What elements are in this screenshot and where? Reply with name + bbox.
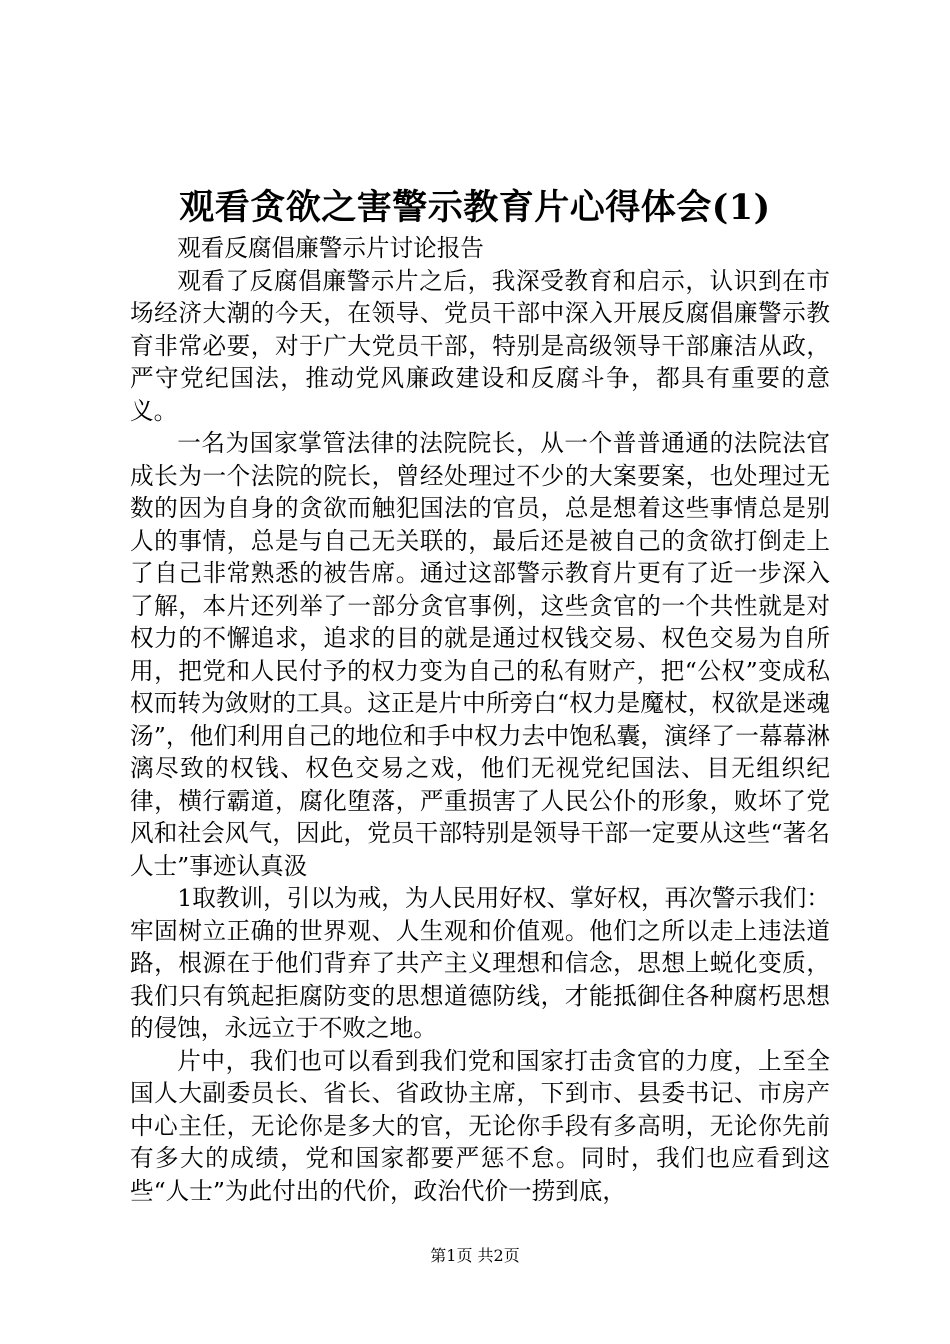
document-body: [130, 232, 830, 1207]
paragraph: 一名为国家掌管法律的法院院长，从一个普普通通的法院法官成长为一个法院的院长，曾经处理过不少的大案要案，也处理过无数的因为自身的贪欲而触犯国法的官员，总是想着这些事情总是别人的事情，总是与自己无关联的，最后还是被自己的贪欲打倒走上了自己非常熟悉的被告席。通过这部警示教育片更有了近一步深入了解，本片还列举了一部分贪官事例，这些贪官的一个共性就是对权力的不懈追求，追求的目的就是通过权钱交易、权色交易为自所用，把党和人民付予的权力变为自己的私有财产，把“公权”变成私权而转为敛财的工具。这正是片中所旁白“权力是魔杖，权欲是迷魂汤”，他们利用自己的地位和手中权力去中饱私囊，演绎了一幕幕淋漓尽致的权钱、权色交易之戏，他们无视党纪国法、目无组织纪律，横行霸道，腐化堕落，严重损害了人民公仆的形象，败坏了党风和社会风气，因此，党员干部特别是领导干部一定要从这些“著名人士”事迹认真汲: [130, 429, 830, 880]
paragraph: 观看了反腐倡廉警示片之后，我深受教育和启示，认识到在市场经济大潮的今天，在领导、党员干部中深入开展反腐倡廉警示教育非常必要，对于广大党员干部，特别是高级领导干部廉洁从政，严守党纪国法，推动党风廉政建设和反腐斗争，都具有重要的意义。: [130, 266, 830, 425]
paragraph: 片中，我们也可以看到我们党和国家打击贪官的力度，上至全国人大副委员长、省长、省政协主席，下到市、县委书记、市房产中心主任，无论你是多大的官，无论你手段有多高明，无论你先前有多大的成绩，党和国家都要严惩不怠。同时，我们也应看到这些“人士”为此付出的代价，政治代价一捞到底，: [130, 1046, 830, 1205]
page-number-footer: 第1页 共2页: [430, 1246, 520, 1265]
paragraph-subtitle: 观看反腐倡廉警示片讨论报告: [177, 234, 484, 262]
paragraph: 1取教训，引以为戒，为人民用好权、掌好权，再次警示我们：牢固树立正确的世界观、人生观和价值观。他们之所以走上违法道路，根源在于他们背弃了共产主义理想和信念，思想上蜕化变质，我们只有筑起拒腐防变的思想道德防线，才能抵御住各种腐朽思想的侵蚀，永远立于不败之地。: [130, 884, 830, 1042]
document-title: 观看贪欲之害警示教育片心得体会(1): [179, 187, 771, 228]
